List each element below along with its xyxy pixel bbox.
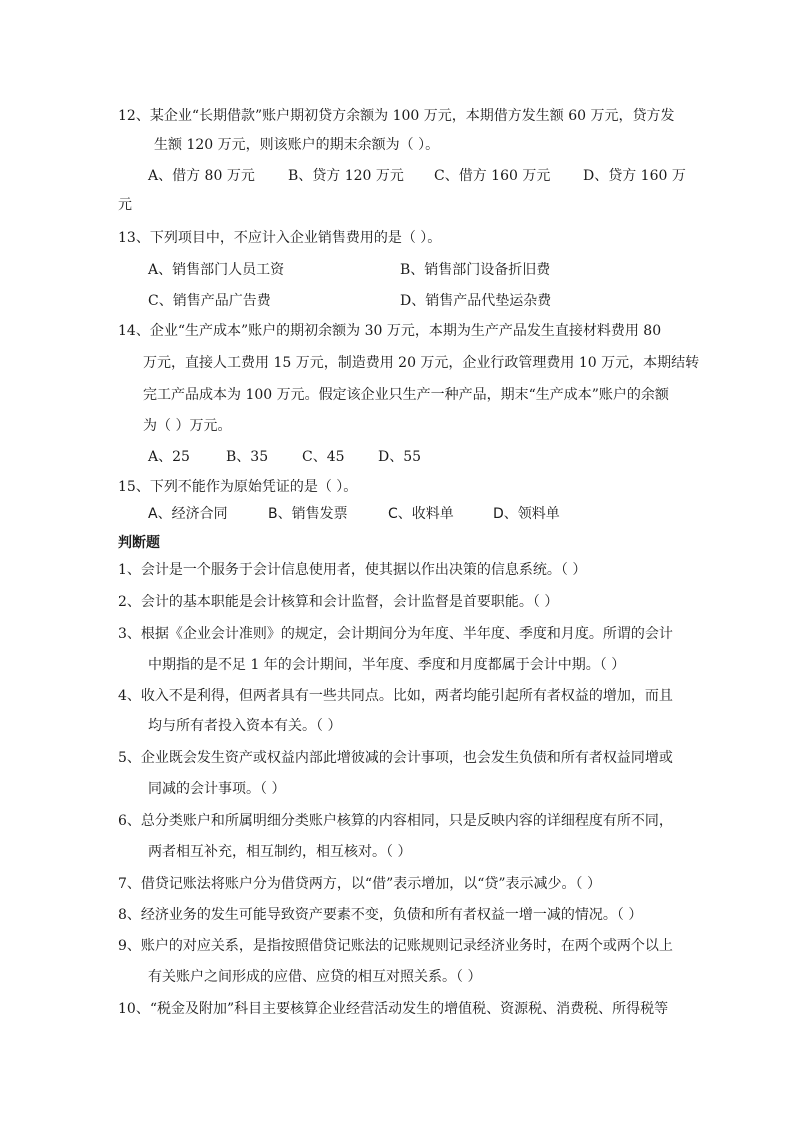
q12-option-c: C、借方 160 万元 (434, 168, 551, 184)
tf-item-9-line2: 有关账户之间形成的应借、应贷的相互对照关系。（ ） (148, 969, 482, 985)
q14-option-c: C、45 (302, 449, 345, 465)
q12-option-d: D、贷方 160 万 (583, 168, 686, 184)
tf-item-3-line1: 3、根据《企业会计准则》的规定，会计期间分为年度、半年度、季度和月度。所谓的会计 (118, 626, 673, 642)
q14-stem-line4: 为（ ）万元。 (143, 418, 232, 434)
q15-option-c: C、收料单 (388, 506, 454, 522)
q12-option-b: B、贷方 120 万元 (288, 168, 404, 184)
q14-option-d: D、55 (378, 449, 422, 465)
tf-item-9-line1: 9、账户的对应关系，是指按照借贷记账法的记账规则记录经济业务时，在两个或两个以上 (118, 938, 673, 954)
q15-option-d: D、领料单 (493, 506, 560, 522)
tf-item-1: 1、会计是一个服务于会计信息使用者，使其据以作出决策的信息系统。（ ） (118, 562, 587, 578)
q13-option-b: B、销售部门设备折旧费 (400, 262, 551, 278)
q14-stem-line3: 完工产品成本为 100 万元。假定该企业只生产一种产品，期末“生产成本”账户的余额 (143, 387, 669, 403)
q14-option-a: A、25 (148, 449, 190, 465)
q15-stem: 15、下列不能作为原始凭证的是（ ）。 (118, 479, 358, 495)
tf-item-6-line2: 两者相互补充，相互制约，相互核对。（ ） (148, 844, 412, 860)
q14-stem-line2: 万元，直接人工费用 15 万元，制造费用 20 万元，企业行政管理费用 10 万元，本期结转 (143, 355, 700, 371)
tf-item-3-line2: 中期指的是不足 1 年的会计期间，半年度、季度和月度都属于会计中期。（ ） (148, 657, 626, 673)
q13-option-c: C、销售产品广告费 (148, 293, 271, 309)
tf-item-4-line2: 均与所有者投入资本有关。（ ） (148, 718, 342, 734)
q14-stem-line1: 14、企业“生产成本”账户的期初余额为 30 万元，本期为生产产品发生直接材料费用 80 (118, 323, 662, 339)
q14-option-b: B、35 (226, 449, 269, 465)
q15-option-b: B、销售发票 (268, 506, 348, 522)
q12-stem-line2: 生额 120 万元，则该账户的期末余额为（ ）。 (154, 137, 440, 153)
q13-option-d: D、销售产品代垫运杂费 (400, 293, 552, 309)
q12-option-d-wrap: 元 (118, 197, 132, 213)
tf-item-2: 2、会计的基本职能是会计核算和会计监督，会计监督是首要职能。（ ） (118, 594, 559, 610)
q15-option-a: A、经济合同 (148, 506, 228, 522)
q13-option-a: A、销售部门人员工资 (148, 262, 285, 278)
q12-stem-line1: 12、某企业“长期借款”账户期初贷方余额为 100 万元，本期借方发生额 60 万元，贷方发 (118, 108, 675, 124)
q13-stem: 13、下列项目中，不应计入企业销售费用的是（ ）。 (118, 230, 442, 246)
section-title-true-false: 判断题 (118, 535, 160, 551)
q12-option-a: A、借方 80 万元 (148, 168, 255, 184)
tf-item-8: 8、经济业务的发生可能导致资产要素不变，负债和所有者权益一增一减的情况。（ ） (118, 907, 643, 923)
tf-item-6-line1: 6、总分类账户和所属明细分类账户核算的内容相同，只是反映内容的详细程度有所不同， (118, 813, 673, 829)
tf-item-5-line1: 5、企业既会发生资产或权益内部此增彼减的会计事项，也会发生负债和所有者权益同增或 (118, 750, 673, 766)
tf-item-10-line1: 10、“税金及附加”科目主要核算企业经营活动发生的增值税、资源税、消费税、所得税等 (118, 1001, 669, 1017)
tf-item-5-line2: 同减的会计事项。（ ） (148, 781, 286, 797)
tf-item-7: 7、借贷记账法将账户分为借贷两方，以“借”表示增加，以“贷”表示减少。（ ） (118, 876, 601, 892)
tf-item-4-line1: 4、收入不是利得，但两者具有一些共同点。比如，两者均能引起所有者权益的增加，而且 (118, 688, 673, 704)
